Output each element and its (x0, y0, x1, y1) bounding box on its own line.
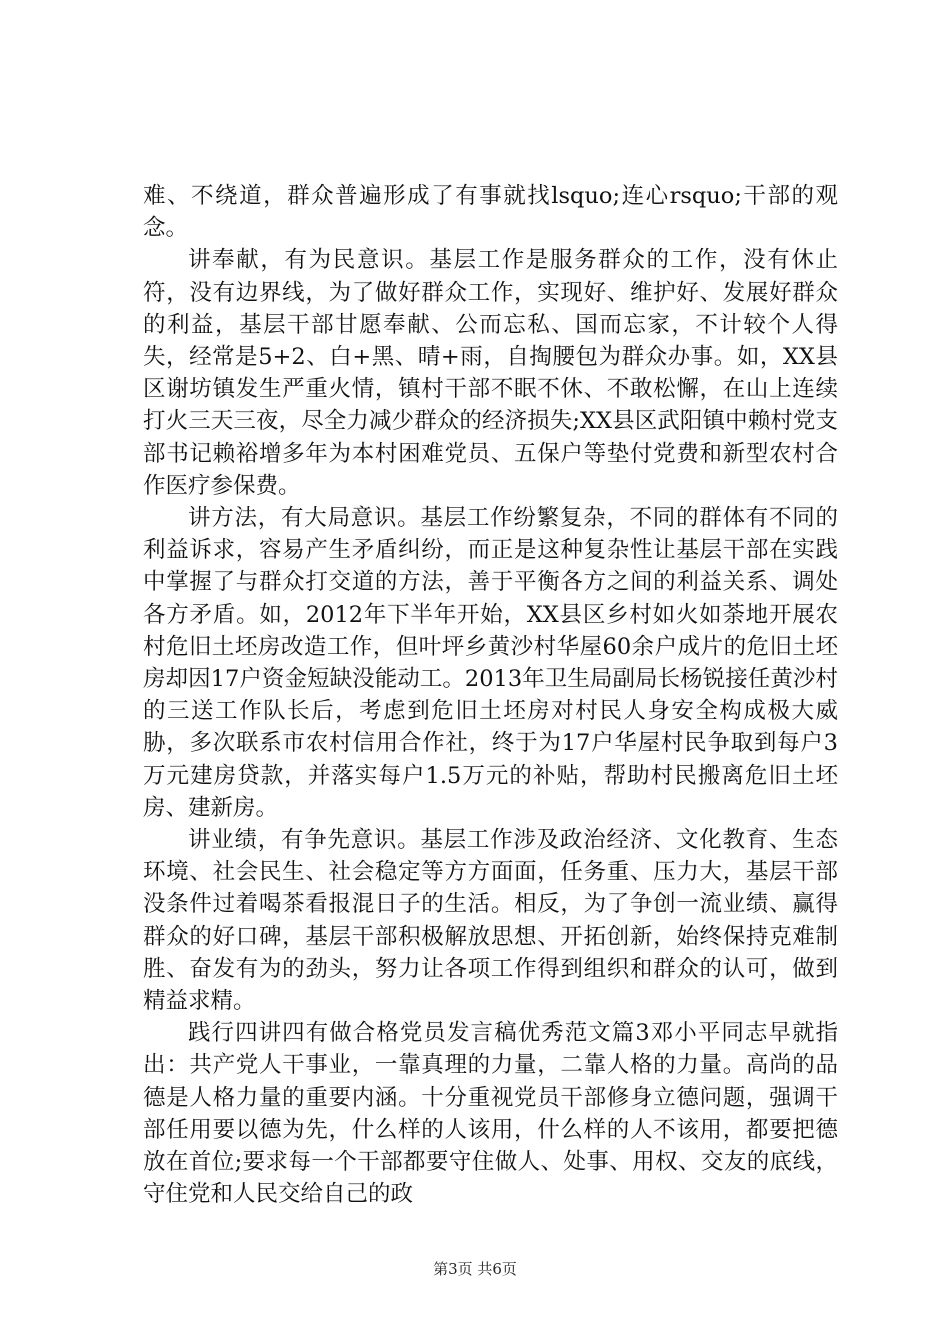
page-number: 第3页 共6页 (433, 1260, 517, 1278)
paragraph-performance: 讲业绩，有争先意识。基层工作涉及政治经济、文化教育、生态环境、社会民生、社会稳定等方方面面，任务重、压力大，基层干部没条件过着喝茶看报混日子的生活。相反，为了争创一流业绩、赢得群众的好口碑，基层干部积极解放思想、开拓创新，始终保持克难制胜、奋发有为的劲头，努力让各项工作得到组织和群众的认可，做到精益求精。 (143, 827, 838, 1015)
paragraph-article-3: 践行四讲四有做合格党员发言稿优秀范文篇3邓小平同志早就指出：共产党人干事业，一靠真理的力量，二靠人格的力量。高尚的品德是人格力量的重要内涵。十分重视党员干部修身立德问题，强调干部任用要以德为先，什么样的人该用，什么样的人不该用，都要把德放在首位;要求每一个干部都要守住做人、处事、用权、交友的底线，守住党和人民交给自己的政 (143, 1020, 838, 1208)
paragraph-dedication: 讲奉献，有为民意识。基层工作是服务群众的工作，没有休止符，没有边界线，为了做好群众工作，实现好、维护好、发展好群众的利益，基层干部甘愿奉献、公而忘私、国而忘家，不计较个人得失，经常是5+2、白+黑、晴+雨，自掏腰包为群众办事。如，XX县区谢坊镇发生严重火情，镇村干部不眠不休、不敢松懈，在山上连续打火三天三夜，尽全力减少群众的经济损失;XX县区武阳镇中赖村党支部书记赖裕增多年为本村困难党员、五保户等垫付党费和新型农村合作医疗参保费。 (143, 247, 838, 499)
paragraph-method: 讲方法，有大局意识。基层工作纷繁复杂，不同的群体有不同的利益诉求，容易产生矛盾纠纷，而正是这种复杂性让基层干部在实践中掌握了与群众打交道的方法，善于平衡各方之间的利益关系、调处各方矛盾。如，2012年下半年开始，XX县区乡村如火如荼地开展农村危旧土坯房改造工作，但叶坪乡黄沙村华屋60余户成片的危旧土坯房却因17户资金短缺没能动工。2013年卫生局副局长杨锐接任黄沙村的三送工作队长后，考虑到危旧土坯房对村民人身安全构成极大威胁，多次联系市农村信用合作社，终于为17户华屋村民争取到每户3万元建房贷款，并落实每户1.5万元的补贴，帮助村民搬离危旧土坯房、建新房。 (143, 505, 838, 821)
document-body (143, 180, 838, 1211)
paragraph-continuation: 难、不绕道，群众普遍形成了有事就找lsquo;连心rsquo;干部的观念。 (143, 183, 838, 242)
